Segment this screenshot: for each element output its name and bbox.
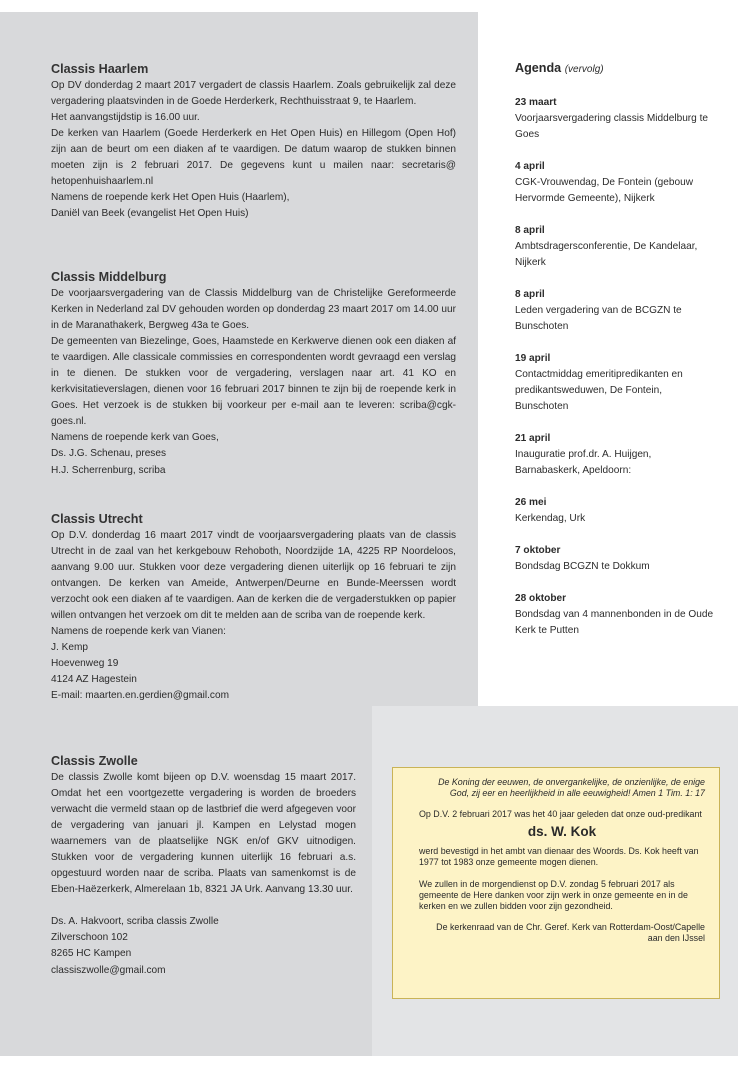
agenda-item	[515, 223, 715, 271]
haarlem-text-4: Namens de roepende kerk Het Open Huis (Haarlem),	[51, 192, 290, 204]
middelburg-text-5: H.J. Scherrenburg, scriba	[51, 464, 166, 476]
agenda-text: Kerkendag, Urk	[515, 513, 586, 524]
utrecht-text-4: Hoevenweg 19	[51, 658, 119, 670]
utrecht-text-1: Op D.V. donderdag 16 maart 2017 vindt de voorjaarsvergadering plaats van de classis Utrecht in de zaal van het kerkgebouw Rehoboth, Noordzijde 1A, 4225 RP Noordeloos, aanvang 9.00 uur. Stukken voor deze vergadering dienen uiterlijk op 16 februari te zijn ontvangen. De kerken van Ameide, Antwerpen/Deurne en Bunde-Meerssen wordt verzocht ook een diaken af te vaardigen. Aan de kerken die de vergaderstukken op papier willen ontvangen het verzoek om dit te melden aan de scriba van de roepende kerk.	[51, 530, 456, 622]
agenda-date: 21 april	[515, 433, 551, 444]
utrecht-text-3: J. Kemp	[51, 642, 89, 654]
section-haarlem	[51, 61, 456, 222]
haarlem-text-2: Het aanvangstijdstip is 16.00 uur.	[51, 112, 200, 124]
utrecht-text-2: Namens de roepende kerk van Vianen:	[51, 626, 226, 638]
zwolle-title: Classis Zwolle	[51, 754, 138, 768]
notice-name: ds. W. Kok	[527, 824, 597, 839]
agenda-item	[515, 159, 715, 207]
agenda-date: 8 april	[515, 225, 545, 236]
middelburg-text-3: Namens de roepende kerk van Goes,	[51, 432, 219, 444]
utrecht-title: Classis Utrecht	[51, 512, 143, 526]
agenda-item	[515, 351, 715, 415]
agenda-item	[515, 543, 715, 575]
haarlem-text-1: Op DV donderdag 2 maart 2017 vergadert de classis Haarlem. Zoals gebruikelijk zal deze vergadering plaatsvinden in de Goede Herderkerk, Rechthuisstraat 9, te Haarlem.	[51, 80, 456, 108]
notice-paragraph-1: werd bevestigd in het ambt van dienaar des Woords. Ds. Kok heeft van 1977 tot 1983 onze gemeente mogen dienen.	[419, 846, 699, 867]
middelburg-text-2: De gemeenten van Biezelinge, Goes, Haamstede en Kerkwerve dienen ook een diaken af te vaardigen. Alle classicale commissies en correspondenten wordt gevraagd een verslag in te dienen. De stukken voor de vergadering, verslagen naar art. 41 KO en kerkvisitatieverslagen, dienen voor 16 februari 2017 binnen te zijn bij de roepende kerk in Goes. Het verzoek is de stukken bij voorkeur per e-mail aan te leveren: scriba@cgk-goes.nl.	[51, 336, 456, 428]
agenda-item	[515, 431, 715, 479]
agenda-date: 23 maart	[515, 97, 557, 108]
zwolle-text-1: De classis Zwolle komt bijeen op D.V. woensdag 15 maart 2017. Omdat het een voortgezette vergadering is worden de broeders verwacht die vermeld staan op de lastbrief die werd afgegeven voor de vergadering van januari jl. Kampen en Lelystad mogen waarnemers van de plaatselijke NGK en/of GKV uitnodigen. Stukken voor de vergadering kunnen uiterlijk 16 februari a.s. opgestuurd worden naar de scriba. Plaats van samenkomst is de Eben-Haëzerkerk, Almerelaan 1b, 8321 JA Urk. Aanvang 13.30 uur.	[51, 772, 356, 896]
agenda-date: 28 oktober	[515, 593, 567, 604]
bible-quote: De Koning der eeuwen, de onvergankelijke, de onzienlijke, de enige God, zij eer en heerlijkheid in alle eeuwigheid! Amen 1 Tim. 1: 17	[438, 777, 705, 798]
zwolle-text-4: 8265 HC Kampen	[51, 948, 132, 960]
agenda-item	[515, 591, 715, 639]
agenda-item	[515, 287, 715, 335]
utrecht-email: E-mail: maarten.en.gerdien@gmail.com	[51, 690, 229, 702]
agenda-date: 4 april	[515, 161, 545, 172]
notice-paragraph-2: We zullen in de morgendienst op D.V. zondag 5 februari 2017 als gemeente de Here danken voor zijn werk in onze gemeente en in de kerken en we zullen bidden voor zijn gezondheid.	[419, 879, 688, 911]
agenda-text: Inauguratie prof.dr. A. Huijgen, Barnabaskerk, Apeldoorn:	[515, 449, 652, 476]
agenda-text: CGK-Vrouwendag, De Fontein (gebouw Hervormde Gemeente), Nijkerk	[515, 177, 694, 204]
agenda-text: Bondsdag BCGZN te Dokkum	[515, 561, 650, 572]
agenda-item	[515, 495, 715, 527]
zwolle-text-2: Ds. A. Hakvoort, scriba classis Zwolle	[51, 916, 219, 928]
agenda-title	[515, 60, 715, 78]
zwolle-email: classiszwolle@gmail.com	[51, 964, 166, 976]
section-zwolle	[51, 753, 356, 979]
section-middelburg	[51, 269, 456, 479]
haarlem-title: Classis Haarlem	[51, 62, 149, 76]
agenda-text: Bondsdag van 4 mannenbonden in de Oude Kerk te Putten	[515, 609, 714, 636]
agenda-text: Ambtsdragersconferentie, De Kandelaar, Nijkerk	[515, 241, 698, 268]
notice-signature: De kerkenraad van de Chr. Geref. Kerk van Rotterdam-Oost/Capelle aan den IJssel	[436, 922, 705, 943]
zwolle-text-3: Zilverschoon 102	[51, 932, 128, 944]
agenda-sidebar	[515, 60, 715, 655]
agenda-date: 8 april	[515, 289, 545, 300]
middelburg-text-4: Ds. J.G. Schenau, preses	[51, 448, 167, 460]
middelburg-title: Classis Middelburg	[51, 270, 167, 284]
notice-intro: Op D.V. 2 februari 2017 was het 40 jaar geleden dat onze oud-predikant	[419, 809, 702, 819]
agenda-text: Leden vergadering van de BCGZN te Bunschoten	[515, 305, 682, 332]
haarlem-text-3: De kerken van Haarlem (Goede Herderkerk en Het Open Huis) en Hillegom (Open Hof) zijn aan de beurt om een diaken af te vaardigen. De datum waarop de stukken binnen moeten zijn is 2 februari 2017. De gegevens kunt u mailen naar: secretaris@ hetopenhuishaarlem.nl	[51, 128, 456, 188]
agenda-date: 19 april	[515, 353, 551, 364]
agenda-text: Voorjaarsvergadering classis Middelburg te Goes	[515, 113, 709, 140]
middelburg-text-1: De voorjaarsvergadering van de Classis Middelburg van de Christelijke Gereformeerde Kerken in Nederland zal DV gehouden worden op donderdag 23 maart 2017 om 14.00 uur in de Maranathakerk, Bergweg 43a te Goes.	[51, 288, 456, 332]
agenda-date: 7 oktober	[515, 545, 561, 556]
agenda-date: 26 mei	[515, 497, 547, 508]
anniversary-notice	[392, 767, 720, 999]
agenda-subtitle: (vervolg)	[564, 64, 604, 75]
agenda-title-text: Agenda	[515, 61, 562, 75]
agenda-item	[515, 95, 715, 143]
haarlem-text-5: Daniël van Beek (evangelist Het Open Huis)	[51, 208, 249, 220]
utrecht-text-5: 4124 AZ Hagestein	[51, 674, 137, 686]
section-utrecht	[51, 511, 456, 705]
agenda-text: Contactmiddag emeritipredikanten en predikantsweduwen, De Fontein, Bunschoten	[515, 369, 683, 412]
